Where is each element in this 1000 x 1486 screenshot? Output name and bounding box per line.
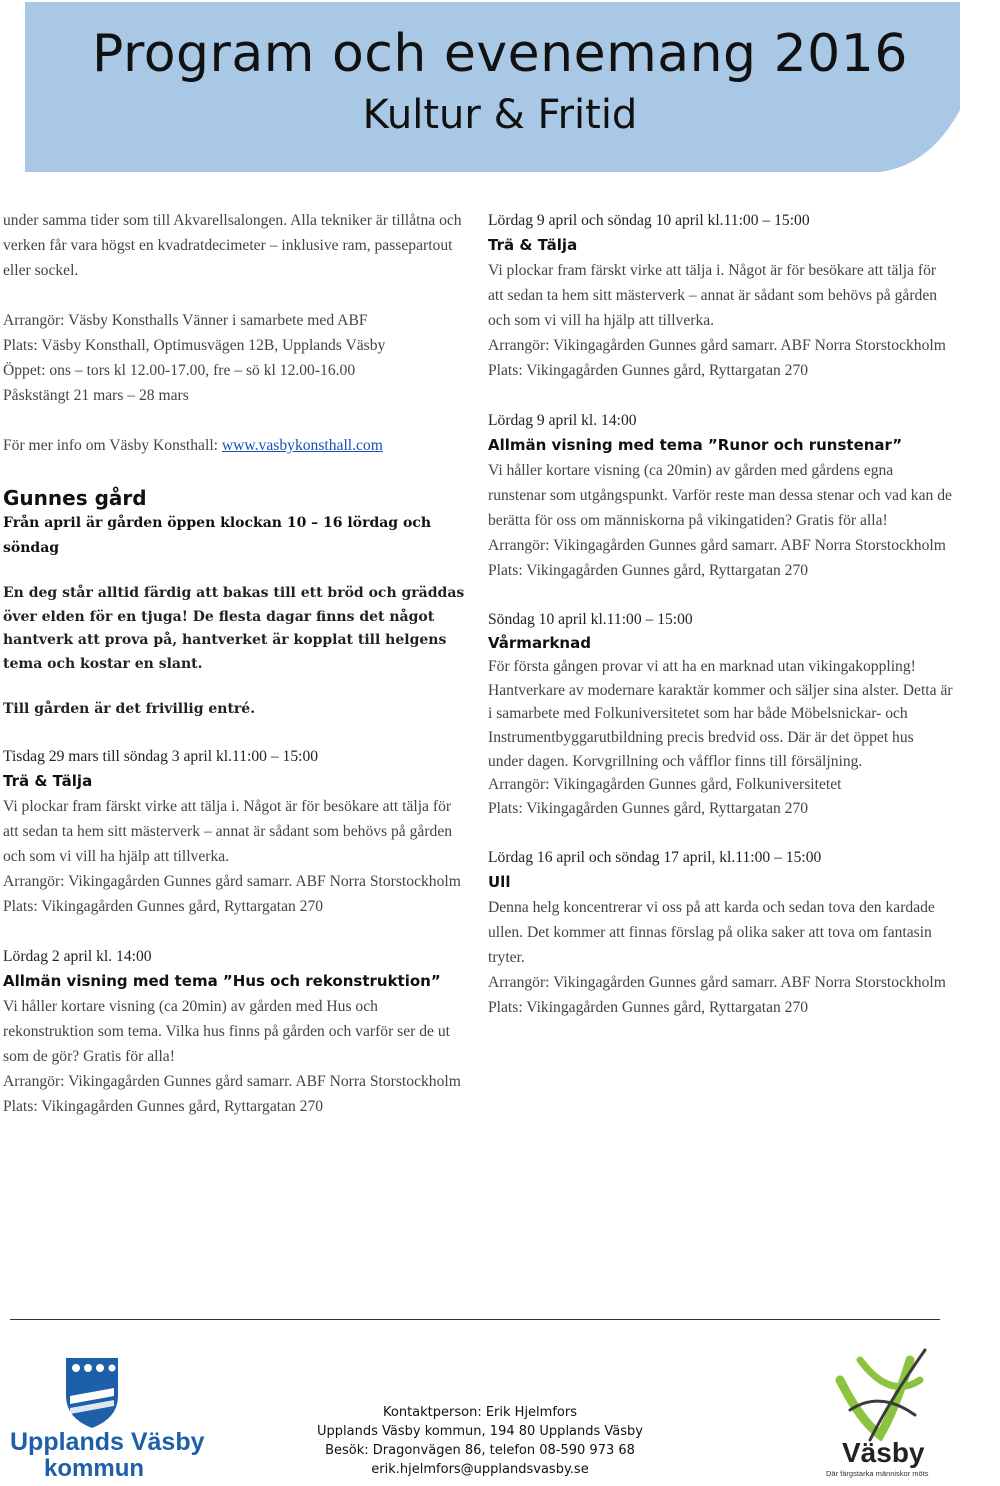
- event-place: Plats: Vikingagården Gunnes gård, Ryttargatan 270: [488, 562, 809, 579]
- event-date: Söndag 10 april kl.11:00 – 15:00: [488, 611, 693, 628]
- event-place: Plats: Vikingagården Gunnes gård, Ryttargatan 270: [3, 1097, 324, 1115]
- vasby-wordmark: Väsby: [842, 1437, 925, 1468]
- coat-of-arms-icon: [8, 1356, 205, 1482]
- event-date: Lördag 2 april kl. 14:00: [3, 947, 152, 965]
- event-organizer: Arrangör: Vikingagården Gunnes gård samarr. ABF Norra Storstockholm: [488, 537, 946, 554]
- event-description: För första gången provar vi att ha en marknad utan vikingakoppling! Hantverkare av modernare karaktär kommer och säljer sina alster. Detta är i samarbete med Folkuniversitetet som har både Möbelsnickar- och Instrumentbyggarutbildning precis bredvid oss. Där är det öppet hus under dagen. Korvgrillning och våfflor finns till försäljning.: [488, 658, 953, 770]
- contact-block: [290, 1403, 670, 1479]
- event-organizer: Arrangör: Vikingagården Gunnes gård, Folkuniversitetet: [488, 776, 842, 794]
- event-item: [488, 608, 953, 820]
- event-item: [3, 744, 468, 919]
- konsthall-closed: Påskstängt 21 mars – 28 mars: [3, 387, 189, 404]
- event-organizer: Arrangör: Vikingagården Gunnes gård samarr. ABF Norra Storstockholm: [488, 337, 946, 354]
- vasby-brand-logo: [820, 1340, 950, 1480]
- event-item: [488, 208, 953, 383]
- event-title: Allmän visning med tema ”Hus och rekonstruktion”: [3, 971, 441, 990]
- intro-paragraph: under samma tider som till Akvarellsalongen. Alla tekniker är tillåtna och verken får vara högst en kvadratdecimeter – inklusive ram, passepartout eller sockel.: [3, 212, 462, 279]
- event-title: Ull: [488, 873, 511, 892]
- konsthall-hours: Öppet: ons – tors kl 12.00-17.00, fre – sö kl 12.00-16.00: [3, 362, 356, 379]
- contact-address: Upplands Väsby kommun, 194 80 Upplands Väsby: [317, 1424, 643, 1439]
- event-item: [3, 944, 468, 1119]
- event-place: Plats: Vikingagården Gunnes gård, Ryttargatan 270: [488, 362, 809, 379]
- gunnes-intro: En deg står alltid färdig att bakas till ett bröd och gräddas över elden för en tjuga! De flesta dagar finns det något hantverk att prova på, hantverket är kopplat till helgens tema och kostar en slant.: [3, 585, 465, 672]
- gunnes-entry: Till gården är det frivillig entré.: [3, 701, 256, 717]
- logo-kommun: kommun: [44, 1455, 145, 1482]
- upplands-vasby-kommun-logo: [8, 1356, 205, 1482]
- event-organizer: Arrangör: Vikingagården Gunnes gård samarr. ABF Norra Storstockholm: [3, 872, 461, 890]
- konsthall-link[interactable]: www.vasbykonsthall.com: [221, 437, 383, 454]
- event-organizer: Arrangör: Vikingagården Gunnes gård samarr. ABF Norra Storstockholm: [488, 974, 946, 992]
- event-title: Trä & Tälja: [3, 771, 93, 790]
- header-banner: [0, 0, 960, 176]
- vasby-tagline: Där färgstarka människor möts: [826, 1469, 929, 1478]
- gunnes-opening: Från april är gården öppen klockan 10 – 16 lördag och söndag: [3, 515, 432, 556]
- event-description: Vi plockar fram färskt virke att tälja i. Något är för besökare att tälja för att sedan ta hem sitt mästerverk – annat är sådant som behövs på gården och som vi vill ha hjälp att tillverka.: [488, 262, 938, 329]
- vasby-swirl-icon: [820, 1340, 950, 1480]
- event-title: Allmän visning med tema ”Runor och runstenar”: [488, 436, 903, 454]
- event-description: Vi håller kortare visning (ca 20min) av gården med gårdens egna runstenar som utgångspunkt. Varför reste man dessa stenar och vad kan de berätta för oss om människorna på vikingatiden? Gratis för alla!: [488, 462, 952, 529]
- event-description: Vi håller kortare visning (ca 20min) av gården med Hus och rekonstruktion som tema. Vilka hus finns på gården och varför ser de ut som de gör? Gratis för alla!: [3, 997, 450, 1065]
- contact-visit: Besök: Dragonvägen 86, telefon 08-590 973 68: [325, 1443, 635, 1458]
- event-organizer: Arrangör: Vikingagården Gunnes gård samarr. ABF Norra Storstockholm: [3, 1072, 461, 1090]
- event-title: Vårmarknad: [488, 633, 591, 652]
- page-subtitle: Kultur & Fritid: [362, 92, 638, 138]
- event-place: Plats: Vikingagården Gunnes gård, Ryttargatan 270: [488, 799, 809, 817]
- footer-divider: [10, 1319, 940, 1320]
- event-description: Vi plockar fram färskt virke att tälja i. Något är för besökare att tälja för att sedan ta hem sitt mästerverk – annat är sådant som behövs på gården och som vi vill ha hjälp att tillverka.: [3, 797, 453, 865]
- more-info-label: För mer info om Väsby Konsthall:: [3, 437, 222, 454]
- konsthall-place: Plats: Väsby Konsthall, Optimusvägen 12B, Upplands Väsby: [3, 337, 386, 354]
- event-date: Tisdag 29 mars till söndag 3 april kl.11:00 – 15:00: [3, 747, 319, 765]
- contact-email[interactable]: erik.hjelmfors@upplandsvasby.se: [371, 1462, 589, 1477]
- event-place: Plats: Vikingagården Gunnes gård, Ryttargatan 270: [488, 999, 809, 1017]
- gunnes-heading: Gunnes gård: [3, 486, 147, 510]
- left-column: [3, 208, 468, 1119]
- event-date: Lördag 9 april och söndag 10 april kl.11:00 – 15:00: [488, 212, 810, 229]
- event-date: Lördag 9 april kl. 14:00: [488, 412, 637, 429]
- page-title: Program och evenemang 2016: [92, 24, 908, 84]
- konsthall-organizer: Arrangör: Väsby Konsthalls Vänner i samarbete med ABF: [3, 312, 368, 329]
- event-date: Lördag 16 april och söndag 17 april, kl.11:00 – 15:00: [488, 849, 822, 867]
- event-item: [488, 408, 953, 583]
- more-info: [3, 433, 468, 458]
- event-place: Plats: Vikingagården Gunnes gård, Ryttargatan 270: [3, 897, 324, 915]
- right-column: [488, 208, 953, 1020]
- logo-name: Upplands Väsby: [10, 1428, 205, 1456]
- event-item: [488, 845, 953, 1020]
- contact-person: Kontaktperson: Erik Hjelmfors: [383, 1405, 577, 1420]
- event-title: Trä & Tälja: [488, 236, 578, 254]
- event-description: Denna helg koncentrerar vi oss på att karda och sedan tova den kardade ullen. Det kommer att finnas förslag på olika saker att tova om fantasin tryter.: [488, 899, 935, 967]
